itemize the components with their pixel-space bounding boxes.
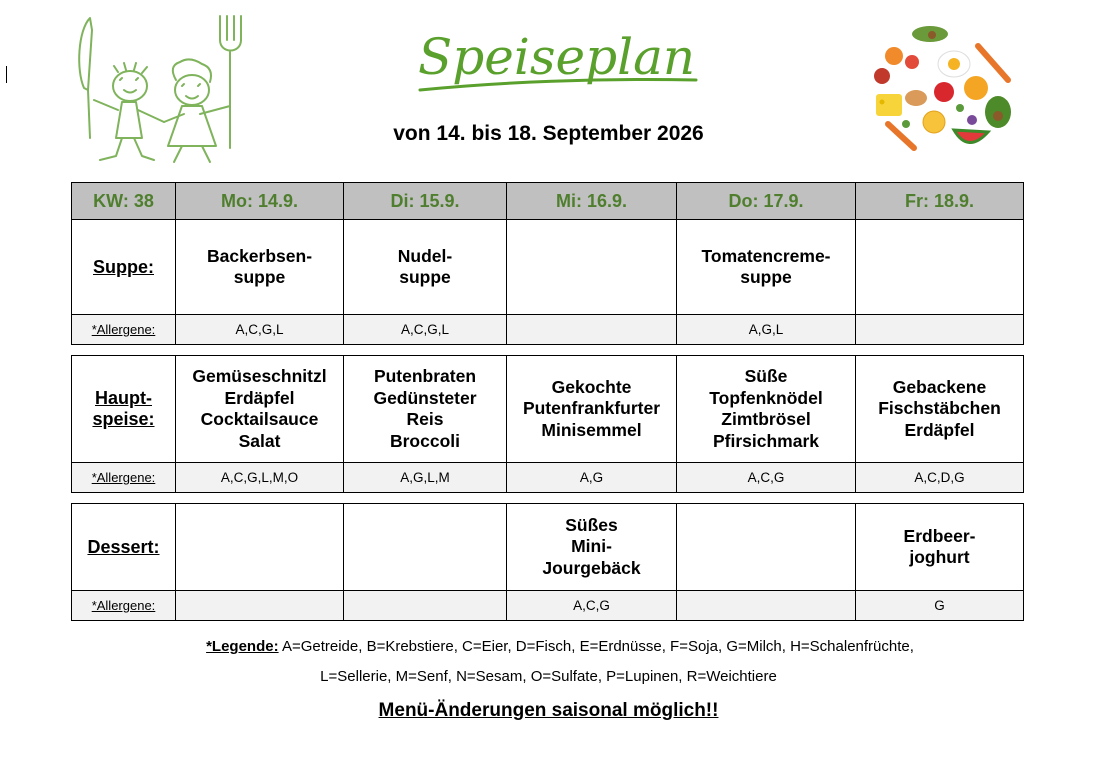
soup-allergens-wednesday [507, 315, 677, 345]
main-wednesday: Gekochte Putenfrankfurter Minisemmel [507, 356, 677, 463]
soup-allergens-tuesday: A,C,G,L [344, 315, 507, 345]
speiseplan-title [410, 18, 705, 100]
dessert-wednesday: Süßes Mini- Jourgebäck [507, 504, 677, 591]
main-course-row-label: Haupt- speise: [72, 356, 176, 463]
day-header-monday: Mo: 14.9. [176, 183, 344, 220]
legend-text-1: A=Getreide, B=Krebstiere, C=Eier, D=Fisch, E=Erdnüsse, F=Soja, G=Milch, H=Schalenfrüchte, [281, 638, 914, 655]
day-header-tuesday: Di: 15.9. [344, 183, 507, 220]
title-text: Speiseplan [418, 28, 696, 86]
legend-heading: *Legende: [206, 638, 279, 655]
main-allergens-monday: A,C,G,L,M,O [176, 463, 344, 493]
main-allergens-wednesday: A,G [507, 463, 677, 493]
legend-line-2: L=Sellerie, M=Senf, N=Sesam, O=Sulfate, P=Lupinen, R=Weichtiere [320, 668, 777, 685]
allergen-label: *Allergene: [72, 315, 176, 345]
soup-thursday: Tomatencreme- suppe [677, 220, 856, 315]
allergen-label: *Allergene: [72, 591, 176, 621]
dessert-monday [176, 504, 344, 591]
soup-monday: Backerbsen- suppe [176, 220, 344, 315]
main-thursday: Süße Topfenknödel Zimtbrösel Pfirsichmark [677, 356, 856, 463]
dessert-friday: Erdbeer- joghurt [856, 504, 1024, 591]
dessert-allergens-thursday [677, 591, 856, 621]
dessert-row-label: Dessert: [72, 504, 176, 591]
dessert-allergens-tuesday [344, 591, 507, 621]
day-header-friday: Fr: 18.9. [856, 183, 1024, 220]
day-header-thursday: Do: 17.9. [677, 183, 856, 220]
main-friday: Gebackene Fischstäbchen Erdäpfel [856, 356, 1024, 463]
legend-line-1 [0, 638, 1105, 655]
dessert-allergens-wednesday: A,C,G [507, 591, 677, 621]
soup-friday [856, 220, 1024, 315]
main-allergens-tuesday: A,G,L,M [344, 463, 507, 493]
main-allergens-thursday: A,C,G [677, 463, 856, 493]
main-allergens-friday: A,C,D,G [856, 463, 1024, 493]
soup-wednesday [507, 220, 677, 315]
dessert-allergens-monday [176, 591, 344, 621]
soup-tuesday: Nudel- suppe [344, 220, 507, 315]
allergen-label: *Allergene: [72, 463, 176, 493]
main-monday: Gemüseschnitzl Erdäpfel Cocktailsauce Salat [176, 356, 344, 463]
calendar-week-header: KW: 38 [72, 183, 176, 220]
main-course-section-table [71, 355, 1024, 493]
date-range-subtitle: von 14. bis 18. September 2026 [393, 122, 704, 145]
menu-change-notice: Menü-Änderungen saisonal möglich!! [378, 700, 719, 721]
menu-header-table [71, 182, 1024, 220]
soup-section-table [71, 219, 1024, 345]
soup-allergens-friday [856, 315, 1024, 345]
text-cursor [6, 66, 7, 83]
dessert-allergens-friday: G [856, 591, 1024, 621]
soup-row-label: Suppe: [72, 220, 176, 315]
soup-allergens-monday: A,C,G,L [176, 315, 344, 345]
soup-allergens-thursday: A,G,L [677, 315, 856, 345]
dessert-tuesday [344, 504, 507, 591]
main-tuesday: Putenbraten Gedünsteter Reis Broccoli [344, 356, 507, 463]
day-header-wednesday: Mi: 16.9. [507, 183, 677, 220]
dessert-thursday [677, 504, 856, 591]
dessert-section-table [71, 503, 1024, 621]
